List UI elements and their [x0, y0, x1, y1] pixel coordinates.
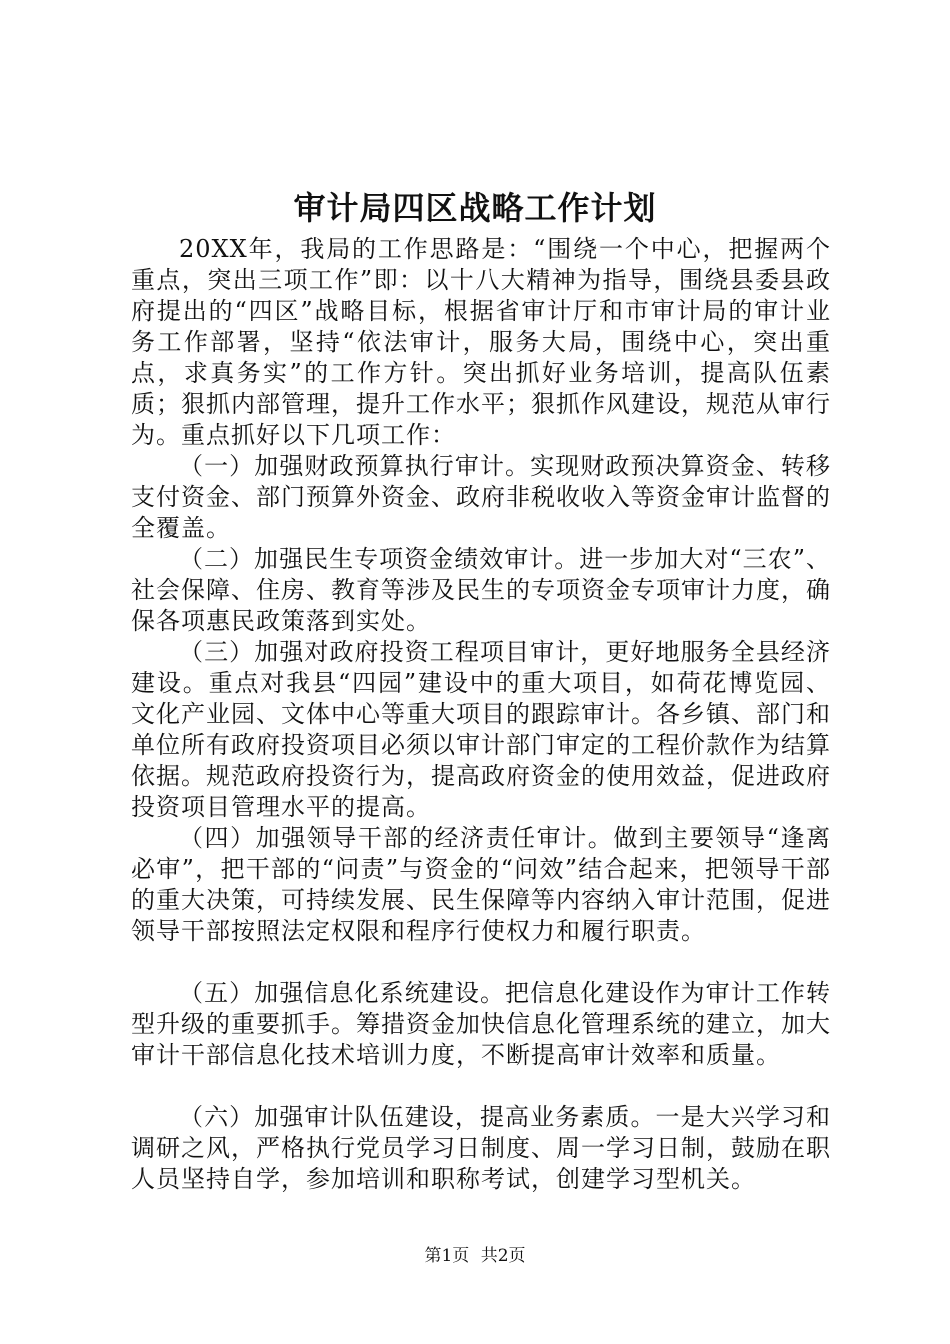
paragraph-item-5: （五）加强信息化系统建设。把信息化建设作为审计工作转型升级的重要抓手。筹措资金加快信息化管理系统的建立，加大审计干部信息化技术培训力度，不断提高审计效率和质量。 — [131, 979, 831, 1069]
page-total: 共2页 — [480, 1246, 526, 1266]
document-body — [131, 234, 831, 1195]
paragraph-item-6: （六）加强审计队伍建设，提高业务素质。一是大兴学习和调研之风，严格执行党员学习日制度、周一学习日制，鼓励在职人员坚持自学，参加培训和职称考试，创建学习型机关。 — [131, 1103, 831, 1193]
paragraph-item-4: （四）加强领导干部的经济责任审计。做到主要领导“逢离必审”，把干部的“问责”与资金的“问效”结合起来，把领导干部的重大决策，可持续发展、民生保障等内容纳入审计范围，促进领导干部按照法定权限和程序行使权力和履行职责。 — [131, 824, 831, 945]
paragraph-item-2: （二）加强民生专项资金绩效审计。进一步加大对“三农”、社会保障、住房、教育等涉及民生的专项资金专项审计力度，确保各项惠民政策落到实处。 — [131, 545, 831, 635]
page-number: 第1页 — [424, 1246, 470, 1266]
paragraph-spacer — [131, 947, 831, 978]
paragraph-intro: 20XX年，我局的工作思路是：“围绕一个中心，把握两个重点，突出三项工作”即：以十八大精神为指导，围绕县委县政府提出的“四区”战略目标，根据省审计厅和市审计局的审计业务工作部署，坚持“依法审计，服务大局，围绕中心，突出重点，求真务实”的工作方针。突出抓好业务培训，提高队伍素质；狠抓内部管理，提升工作水平；狠抓作风建设，规范从审行为。重点抓好以下几项工作： — [131, 235, 831, 449]
paragraph-spacer — [131, 1071, 831, 1102]
page-footer — [0, 1245, 950, 1267]
document-title: 审计局四区战略工作计划 — [293, 189, 657, 227]
paragraph-item-3: （三）加强对政府投资工程项目审计，更好地服务全县经济建设。重点对我县“四园”建设中的重大项目，如荷花博览园、文化产业园、文体中心等重大项目的跟踪审计。各乡镇、部门和单位所有政府投资项目必须以审计部门审定的工程价款作为结算依据。规范政府投资行为，提高政府资金的使用效益，促进政府投资项目管理水平的提高。 — [131, 638, 831, 821]
paragraph-item-1: （一）加强财政预算执行审计。实现财政预决算资金、转移支付资金、部门预算外资金、政府非税收收入等资金审计监督的全覆盖。 — [131, 452, 831, 542]
